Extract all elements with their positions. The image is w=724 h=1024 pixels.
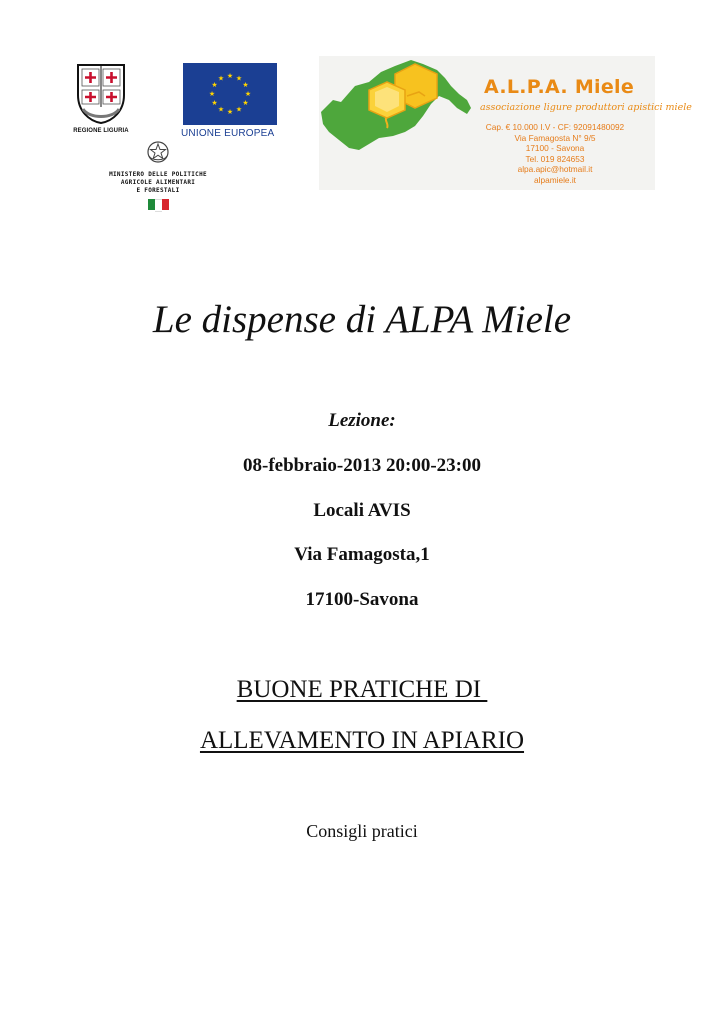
svg-text:★: ★ bbox=[226, 72, 234, 80]
lesson-street: Via Famagosta,1 bbox=[294, 544, 430, 565]
liguria-map-honeycomb-icon bbox=[319, 56, 479, 190]
subtitle: Consigli pratici bbox=[306, 821, 418, 841]
alpa-miele-logo bbox=[319, 56, 692, 190]
lesson-date: 08-febbraio-2013 20:00-23:00 bbox=[243, 455, 481, 476]
section-heading-line-2: ALLEVAMENTO IN APIARIO bbox=[199, 727, 525, 754]
lesson-city: 17100-Savona bbox=[305, 589, 419, 610]
svg-text:★: ★ bbox=[242, 81, 249, 89]
alpa-email: alpa.apic@hotmail.it bbox=[517, 164, 593, 174]
alpa-contact-info bbox=[479, 122, 631, 185]
svg-text:★: ★ bbox=[217, 74, 225, 83]
alpa-website: alpamiele.it bbox=[534, 174, 576, 185]
unione-europea-logo bbox=[181, 63, 285, 139]
italian-flag-icon bbox=[148, 199, 169, 212]
lesson-label: Lezione: bbox=[328, 410, 396, 431]
document-title: Le dispense di ALPA Miele bbox=[152, 298, 572, 341]
svg-text:★: ★ bbox=[226, 108, 234, 116]
ministero-line-1: MINISTERO DELLE POLITICHE bbox=[109, 171, 207, 178]
liguria-caption: REGIONE LIGURIA bbox=[73, 128, 129, 134]
svg-text:★: ★ bbox=[211, 99, 218, 107]
alpa-name: A.L.P.A. Miele bbox=[484, 76, 635, 98]
eu-caption: UNIONE EUROPEA bbox=[181, 128, 275, 139]
alpa-info-line: Cap. € 10.000 I.V - CF: 92091480092 bbox=[485, 122, 625, 132]
section-heading-line-1: BUONE PRATICHE DI bbox=[236, 676, 488, 703]
svg-text:★: ★ bbox=[208, 90, 216, 98]
ministero-line-2: AGRICOLE ALIMENTARI bbox=[120, 179, 196, 186]
alpa-info-line: 17100 - Savona bbox=[525, 143, 585, 153]
ministero-line-3: E FORESTALI bbox=[136, 187, 180, 194]
ministero-logo bbox=[88, 140, 228, 215]
svg-text:★: ★ bbox=[211, 81, 218, 89]
lesson-venue: Locali AVIS bbox=[313, 500, 411, 521]
alpa-info-line: Via Famagosta N° 9/5 bbox=[514, 132, 596, 143]
svg-text:★: ★ bbox=[235, 74, 243, 83]
emblem-icon bbox=[146, 140, 170, 164]
svg-text:★: ★ bbox=[244, 90, 252, 98]
svg-text:★: ★ bbox=[242, 99, 249, 107]
svg-text:★: ★ bbox=[235, 105, 243, 114]
alpa-info-line: Tel. 019 824653 bbox=[525, 153, 585, 164]
eu-flag-icon bbox=[183, 63, 277, 125]
regione-liguria-logo bbox=[70, 63, 132, 134]
svg-text:★: ★ bbox=[217, 105, 225, 114]
liguria-shield-icon bbox=[75, 63, 127, 125]
alpa-tagline: associazione ligure produttori apistici miele bbox=[480, 102, 692, 113]
